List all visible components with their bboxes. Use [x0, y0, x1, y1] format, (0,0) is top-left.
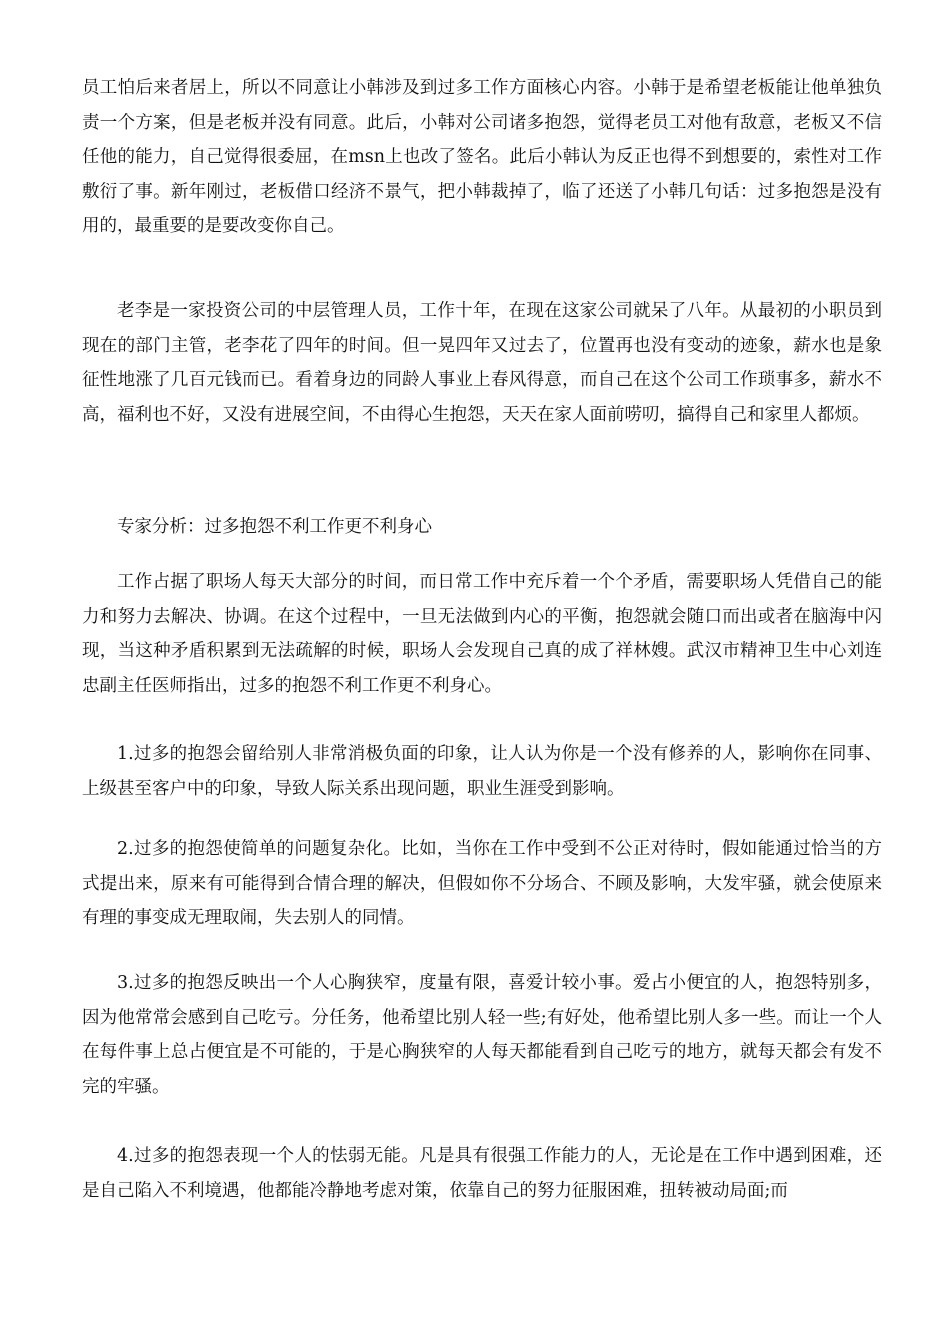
paragraph-expert-analysis: 工作占据了职场人每天大部分的时间，而日常工作中充斥着一个个矛盾，需要职场人凭借自己的能力和努力去解决、协调。在这个过程中，一旦无法做到内心的平衡，抱怨就会随口而出或者在脑海中闪现，当这种矛盾积累到无法疏解的时候，职场人会发现自己真的成了祥林嫂。武汉市精神卫生中心刘连忠副主任医师指出，过多的抱怨不利工作更不利身心。 — [82, 572, 882, 696]
paragraph-continuation: 员工怕后来者居上，所以不同意让小韩涉及到过多工作方面核心内容。小韩于是希望老板能让他单独负责一个方案，但是老板并没有同意。此后，小韩对公司诸多抱怨，觉得老员工对他有敌意，老板又不信任他的能力，自己觉得很委屈，在msn上也改了签名。此后小韩认为反正也得不到想要的，索性对工作敷衍了事。新年刚过，老板借口经济不景气，把小韩裁掉了，临了还送了小韩几句话：过多抱怨是没有用的，最重要的是要改变你自己。 — [82, 78, 882, 236]
paragraph-laoli: 老李是一家投资公司的中层管理人员，工作十年，在现在这家公司就呆了八年。从最初的小职员到现在的部门主管，老李花了四年的时间。但一晃四年又过去了，位置再也没有变动的迹象，薪水也是象征性地涨了几百元钱而已。看着身边的同龄人事业上春风得意，而自己在这个公司工作琐事多，薪水不高，福利也不好，又没有进展空间，不由得心生抱怨，天天在家人面前唠叨，搞得自己和家里人都烦。 — [82, 301, 882, 425]
section-heading: 专家分析：过多抱怨不利工作更不利身心 — [117, 517, 432, 537]
list-item-2: 2.过多的抱怨使简单的问题复杂化。比如，当你在工作中受到不公正对待时，假如能通过恰当的方式提出来，原来有可能得到合情合理的解决，但假如你不分场合、不顾及影响，大发牢骚，就会使原来有理的事变成无理取闹，失去别人的同情。 — [82, 839, 882, 928]
list-item-3: 3.过多的抱怨反映出一个人心胸狭窄，度量有限，喜爱计较小事。爱占小便宜的人，抱怨特别多，因为他常常会感到自己吃亏。分任务，他希望比别人轻一些;有好处，他希望比别人多一些。而让一个人在每件事上总占便宜是不可能的，于是心胸狭窄的人每天都能看到自己吃亏的地方，就每天都会有发不完的牢骚。 — [82, 973, 882, 1097]
list-item-1: 1.过多的抱怨会留给别人非常消极负面的印象，让人认为你是一个没有修养的人，影响你在同事、上级甚至客户中的印象，导致人际关系出现问题，职业生涯受到影响。 — [82, 744, 882, 799]
list-item-4: 4.过多的抱怨表现一个人的怯弱无能。凡是具有很强工作能力的人，无论是在工作中遇到困难，还是自己陷入不利境遇，他都能冷静地考虑对策，依靠自己的努力征服困难，扭转被动局面;而 — [82, 1146, 882, 1201]
